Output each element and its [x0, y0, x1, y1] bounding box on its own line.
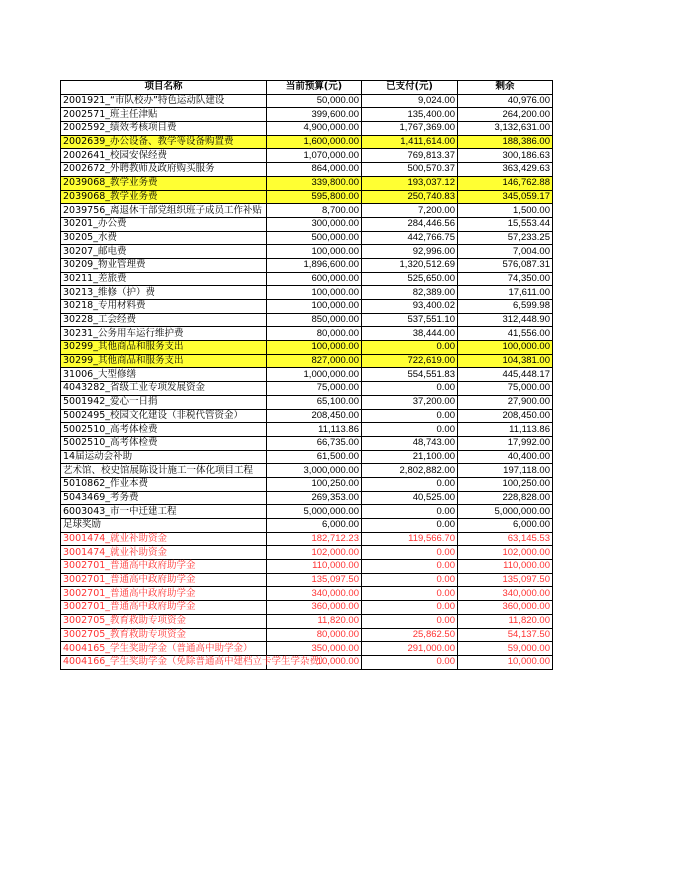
cell-remaining[interactable]: 102,000.00: [458, 546, 553, 560]
cell-current-budget[interactable]: 399,600.00: [267, 108, 362, 122]
cell-paid[interactable]: 0.00: [362, 382, 458, 396]
cell-project-name[interactable]: 2002639_办公设备、教学等设备购置费: [61, 135, 267, 149]
cell-remaining[interactable]: 7,004.00: [458, 245, 553, 259]
cell-project-name[interactable]: 5002510_高考体检费: [61, 423, 267, 437]
table-row: [61, 135, 553, 149]
cell-paid[interactable]: 769,813.37: [362, 149, 458, 163]
cell-project-name[interactable]: 4004165_学生奖助学金（普通高中助学金）: [61, 642, 267, 656]
table-row: [61, 231, 553, 245]
cell-current-budget[interactable]: 1,600,000.00: [267, 135, 362, 149]
cell-current-budget[interactable]: 182,712.23: [267, 532, 362, 546]
table-row: [61, 382, 553, 396]
cell-paid[interactable]: 21,100.00: [362, 450, 458, 464]
cell-current-budget[interactable]: 100,000.00: [267, 341, 362, 355]
table-row: [61, 313, 553, 327]
cell-project-name[interactable]: 5010862_作业本费: [61, 477, 267, 491]
table-row: [61, 546, 553, 560]
table-row: [61, 655, 553, 669]
table-row: [61, 505, 553, 519]
budget-table: [60, 80, 553, 670]
cell-paid[interactable]: 0.00: [362, 423, 458, 437]
cell-current-budget[interactable]: 3,000,000.00: [267, 464, 362, 478]
table-row: [61, 491, 553, 505]
cell-project-name[interactable]: 3002705_教育救助专项资金: [61, 628, 267, 642]
table-row: [61, 423, 553, 437]
cell-remaining[interactable]: 100,000.00: [458, 341, 553, 355]
table-row: [61, 300, 553, 314]
cell-current-budget[interactable]: 1,896,600.00: [267, 258, 362, 272]
cell-current-budget[interactable]: 110,000.00: [267, 560, 362, 574]
cell-paid[interactable]: 500,570.37: [362, 163, 458, 177]
table-row: [61, 573, 553, 587]
cell-project-name[interactable]: 30299_其他商品和服务支出: [61, 341, 267, 355]
cell-paid[interactable]: 25,862.50: [362, 628, 458, 642]
cell-remaining[interactable]: 5,000,000.00: [458, 505, 553, 519]
cell-remaining[interactable]: 11,820.00: [458, 614, 553, 628]
table-row: [61, 464, 553, 478]
cell-paid[interactable]: 554,551.83: [362, 368, 458, 382]
cell-paid[interactable]: 1,767,369.00: [362, 122, 458, 136]
cell-paid[interactable]: 135,400.00: [362, 108, 458, 122]
cell-paid[interactable]: 1,320,512.69: [362, 258, 458, 272]
cell-remaining[interactable]: 208,450.00: [458, 409, 553, 423]
cell-project-name[interactable]: 30201_办公费: [61, 217, 267, 231]
cell-remaining[interactable]: 63,145.53: [458, 532, 553, 546]
cell-current-budget[interactable]: 360,000.00: [267, 601, 362, 615]
cell-remaining[interactable]: 576,087.31: [458, 258, 553, 272]
cell-paid[interactable]: 0.00: [362, 519, 458, 533]
cell-current-budget[interactable]: 65,100.00: [267, 395, 362, 409]
cell-paid[interactable]: 0.00: [362, 546, 458, 560]
cell-project-name[interactable]: 30213_维修（护）费: [61, 286, 267, 300]
table-row: [61, 341, 553, 355]
cell-remaining[interactable]: 445,448.17: [458, 368, 553, 382]
cell-current-budget[interactable]: 300,000.00: [267, 217, 362, 231]
cell-paid[interactable]: 0.00: [362, 477, 458, 491]
cell-project-name[interactable]: 4043282_省级工业专项发展资金: [61, 382, 267, 396]
cell-current-budget[interactable]: 208,450.00: [267, 409, 362, 423]
table-row: [61, 217, 553, 231]
cell-project-name[interactable]: 3002701_普通高中政府助学金: [61, 601, 267, 615]
cell-paid[interactable]: 1,411,614.00: [362, 135, 458, 149]
cell-remaining[interactable]: 40,976.00: [458, 94, 553, 108]
cell-project-name[interactable]: 14届运动会补助: [61, 450, 267, 464]
cell-project-name[interactable]: 30299_其他商品和服务支出: [61, 354, 267, 368]
table-row: [61, 204, 553, 218]
cell-remaining[interactable]: 6,000.00: [458, 519, 553, 533]
cell-remaining[interactable]: 15,553.44: [458, 217, 553, 231]
cell-project-name[interactable]: 30211_差旅费: [61, 272, 267, 286]
cell-project-name[interactable]: 30231_公务用车运行维护费: [61, 327, 267, 341]
cell-current-budget[interactable]: 11,820.00: [267, 614, 362, 628]
cell-remaining[interactable]: 110,000.00: [458, 560, 553, 574]
cell-remaining[interactable]: 188,386.00: [458, 135, 553, 149]
table-row: [61, 642, 553, 656]
cell-remaining[interactable]: 74,350.00: [458, 272, 553, 286]
cell-current-budget[interactable]: 350,000.00: [267, 642, 362, 656]
cell-remaining[interactable]: 300,186.63: [458, 149, 553, 163]
cell-remaining[interactable]: 40,400.00: [458, 450, 553, 464]
table-row: [61, 560, 553, 574]
cell-project-name[interactable]: 2039756_离退休干部党组织班子成员工作补贴: [61, 204, 267, 218]
cell-current-budget[interactable]: 8,700.00: [267, 204, 362, 218]
table-row: [61, 436, 553, 450]
cell-remaining[interactable]: 27,900.00: [458, 395, 553, 409]
cell-paid[interactable]: 0.00: [362, 560, 458, 574]
cell-paid[interactable]: 0.00: [362, 614, 458, 628]
cell-project-name[interactable]: 2001921_“市队校办”特色运动队建设: [61, 94, 267, 108]
cell-paid[interactable]: 0.00: [362, 601, 458, 615]
cell-remaining[interactable]: 3,132,631.00: [458, 122, 553, 136]
cell-project-name[interactable]: 31006_大型修缮: [61, 368, 267, 382]
table-row: [61, 368, 553, 382]
cell-paid[interactable]: 92,996.00: [362, 245, 458, 259]
cell-current-budget[interactable]: 4,900,000.00: [267, 122, 362, 136]
table-row: [61, 94, 553, 108]
table-row: [61, 395, 553, 409]
cell-paid[interactable]: 93,400.02: [362, 300, 458, 314]
cell-remaining[interactable]: 360,000.00: [458, 601, 553, 615]
cell-remaining[interactable]: 1,500.00: [458, 204, 553, 218]
cell-remaining[interactable]: 11,113.86: [458, 423, 553, 437]
cell-project-name[interactable]: 30228_工会经费: [61, 313, 267, 327]
cell-project-name[interactable]: 3002701_普通高中政府助学金: [61, 560, 267, 574]
cell-project-name[interactable]: 30205_水费: [61, 231, 267, 245]
cell-current-budget[interactable]: 100,250.00: [267, 477, 362, 491]
header-current-budget[interactable]: 当前预算(元): [267, 81, 362, 95]
table-row: [61, 108, 553, 122]
table-row: [61, 519, 553, 533]
table-row: [61, 532, 553, 546]
cell-paid[interactable]: 40,525.00: [362, 491, 458, 505]
cell-project-name[interactable]: 2002641_校园安保经费: [61, 149, 267, 163]
cell-current-budget[interactable]: 600,000.00: [267, 272, 362, 286]
cell-remaining[interactable]: 197,118.00: [458, 464, 553, 478]
cell-project-name[interactable]: 3001474_就业补助资金: [61, 546, 267, 560]
cell-paid[interactable]: 0.00: [362, 505, 458, 519]
cell-project-name[interactable]: 30209_物业管理费: [61, 258, 267, 272]
table-row: [61, 327, 553, 341]
cell-project-name[interactable]: 艺术馆、校史馆展陈设计施工一体化项目工程: [61, 464, 267, 478]
table-row: [61, 601, 553, 615]
cell-current-budget[interactable]: 1,000,000.00: [267, 368, 362, 382]
cell-paid[interactable]: 9,024.00: [362, 94, 458, 108]
table-row: [61, 149, 553, 163]
cell-paid[interactable]: 38,444.00: [362, 327, 458, 341]
header-project-name[interactable]: 项目名称: [61, 81, 267, 95]
cell-paid[interactable]: 284,446.56: [362, 217, 458, 231]
cell-project-name[interactable]: 2002592_绩效考核项目费: [61, 122, 267, 136]
cell-remaining[interactable]: 17,992.00: [458, 436, 553, 450]
cell-paid[interactable]: 0.00: [362, 655, 458, 669]
cell-current-budget[interactable]: 269,353.00: [267, 491, 362, 505]
cell-remaining[interactable]: 41,556.00: [458, 327, 553, 341]
cell-paid[interactable]: 291,000.00: [362, 642, 458, 656]
cell-current-budget[interactable]: 100,000.00: [267, 245, 362, 259]
cell-paid[interactable]: 82,389.00: [362, 286, 458, 300]
cell-current-budget[interactable]: 500,000.00: [267, 231, 362, 245]
cell-current-budget[interactable]: 6,000.00: [267, 519, 362, 533]
cell-remaining[interactable]: 104,381.00: [458, 354, 553, 368]
table-row: [61, 176, 553, 190]
cell-remaining[interactable]: 59,000.00: [458, 642, 553, 656]
cell-current-budget[interactable]: 864,000.00: [267, 163, 362, 177]
cell-project-name[interactable]: 足球奖励: [61, 519, 267, 533]
cell-current-budget[interactable]: 100,000.00: [267, 300, 362, 314]
cell-project-name[interactable]: 5001942_爱心一日捐: [61, 395, 267, 409]
cell-paid[interactable]: 537,551.10: [362, 313, 458, 327]
cell-project-name[interactable]: 5002510_高考体检费: [61, 436, 267, 450]
cell-current-budget[interactable]: 75,000.00: [267, 382, 362, 396]
cell-paid[interactable]: 0.00: [362, 573, 458, 587]
cell-current-budget[interactable]: 61,500.00: [267, 450, 362, 464]
cell-current-budget[interactable]: 80,000.00: [267, 327, 362, 341]
cell-remaining[interactable]: 228,828.00: [458, 491, 553, 505]
table-row: [61, 286, 553, 300]
cell-paid[interactable]: 2,802,882.00: [362, 464, 458, 478]
cell-project-name[interactable]: 3002705_教育救助专项资金: [61, 614, 267, 628]
header-row: [61, 81, 553, 95]
cell-paid[interactable]: 250,740.83: [362, 190, 458, 204]
cell-remaining[interactable]: 54,137.50: [458, 628, 553, 642]
table-row: [61, 628, 553, 642]
cell-project-name[interactable]: 6003043_市一中迁建工程: [61, 505, 267, 519]
cell-remaining[interactable]: 264,200.00: [458, 108, 553, 122]
cell-remaining[interactable]: 75,000.00: [458, 382, 553, 396]
cell-project-name[interactable]: 5043469_考务费: [61, 491, 267, 505]
cell-paid[interactable]: 37,200.00: [362, 395, 458, 409]
table-row: [61, 587, 553, 601]
cell-paid[interactable]: 525,650.00: [362, 272, 458, 286]
cell-project-name[interactable]: 2002571_班主任津贴: [61, 108, 267, 122]
table-row: [61, 258, 553, 272]
cell-paid[interactable]: 442,766.75: [362, 231, 458, 245]
cell-current-budget[interactable]: 10,000.00: [267, 655, 362, 669]
cell-paid[interactable]: 722,619.00: [362, 354, 458, 368]
table-row: [61, 190, 553, 204]
cell-remaining[interactable]: 100,250.00: [458, 477, 553, 491]
cell-current-budget[interactable]: 135,097.50: [267, 573, 362, 587]
header-remaining[interactable]: 剩余: [458, 81, 553, 95]
cell-remaining[interactable]: 6,599.98: [458, 300, 553, 314]
cell-current-budget[interactable]: 1,070,000.00: [267, 149, 362, 163]
cell-project-name[interactable]: 4004166_学生奖助学金（免除普通高中建档立卡学生学杂费）: [61, 655, 267, 669]
cell-current-budget[interactable]: 595,800.00: [267, 190, 362, 204]
cell-current-budget[interactable]: 11,113.86: [267, 423, 362, 437]
cell-project-name[interactable]: 2039068_教学业务费: [61, 190, 267, 204]
cell-current-budget[interactable]: 80,000.00: [267, 628, 362, 642]
cell-paid[interactable]: 0.00: [362, 587, 458, 601]
table-row: [61, 245, 553, 259]
table-row: [61, 614, 553, 628]
cell-remaining[interactable]: 345,059.17: [458, 190, 553, 204]
table-row: [61, 163, 553, 177]
table-row: [61, 477, 553, 491]
cell-paid[interactable]: 193,037.12: [362, 176, 458, 190]
cell-current-budget[interactable]: 50,000.00: [267, 94, 362, 108]
cell-project-name[interactable]: 3002701_普通高中政府助学金: [61, 587, 267, 601]
cell-current-budget[interactable]: 66,735.00: [267, 436, 362, 450]
cell-remaining[interactable]: 146,762.88: [458, 176, 553, 190]
cell-project-name[interactable]: 2002672_外聘教师及政府购买服务: [61, 163, 267, 177]
cell-current-budget[interactable]: 340,000.00: [267, 587, 362, 601]
cell-remaining[interactable]: 363,429.63: [458, 163, 553, 177]
cell-remaining[interactable]: 312,448.90: [458, 313, 553, 327]
table-row: [61, 122, 553, 136]
cell-current-budget[interactable]: 102,000.00: [267, 546, 362, 560]
table-row: [61, 450, 553, 464]
cell-project-name[interactable]: 2039068_教学业务费: [61, 176, 267, 190]
cell-project-name[interactable]: 5002495_校园文化建设（非税代管资金）: [61, 409, 267, 423]
cell-project-name[interactable]: 30218_专用材料费: [61, 300, 267, 314]
cell-paid[interactable]: 119,566.70: [362, 532, 458, 546]
cell-project-name[interactable]: 3002701_普通高中政府助学金: [61, 573, 267, 587]
table-row: [61, 354, 553, 368]
cell-remaining[interactable]: 340,000.00: [458, 587, 553, 601]
cell-project-name[interactable]: 3001474_就业补助资金: [61, 532, 267, 546]
cell-paid[interactable]: 0.00: [362, 409, 458, 423]
cell-remaining[interactable]: 135,097.50: [458, 573, 553, 587]
cell-remaining[interactable]: 57,233.25: [458, 231, 553, 245]
cell-current-budget[interactable]: 100,000.00: [267, 286, 362, 300]
cell-remaining[interactable]: 17,611.00: [458, 286, 553, 300]
cell-current-budget[interactable]: 339,800.00: [267, 176, 362, 190]
cell-paid[interactable]: 7,200.00: [362, 204, 458, 218]
cell-current-budget[interactable]: 5,000,000.00: [267, 505, 362, 519]
cell-paid[interactable]: 0.00: [362, 341, 458, 355]
table-row: [61, 409, 553, 423]
cell-paid[interactable]: 48,743.00: [362, 436, 458, 450]
cell-current-budget[interactable]: 850,000.00: [267, 313, 362, 327]
cell-current-budget[interactable]: 827,000.00: [267, 354, 362, 368]
cell-project-name[interactable]: 30207_邮电费: [61, 245, 267, 259]
cell-remaining[interactable]: 10,000.00: [458, 655, 553, 669]
table-row: [61, 272, 553, 286]
header-paid[interactable]: 已支付(元): [362, 81, 458, 95]
